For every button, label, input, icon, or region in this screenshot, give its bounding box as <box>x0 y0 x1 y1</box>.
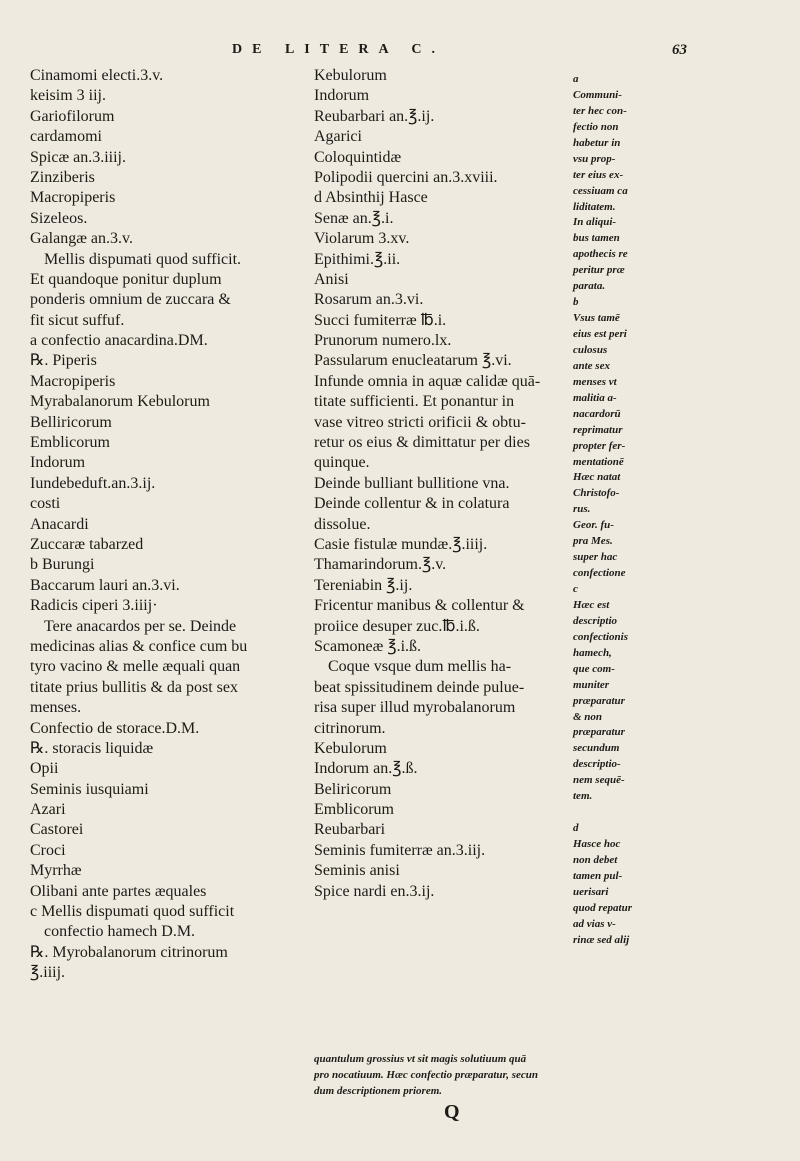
margin-note-line: Geor. fu- <box>573 519 614 532</box>
running-title: DE LITERA C. <box>232 42 445 57</box>
margin-note-line: quod repatur <box>573 901 632 914</box>
margin-note-line: fectio non <box>573 120 619 133</box>
text-line: ℞. storacis liquidæ <box>30 739 154 757</box>
text-line: Macropiperis <box>30 372 116 390</box>
margin-note-line: vsu prop- <box>573 152 616 165</box>
margin-note-line: mentationē <box>573 455 624 468</box>
text-line: dissolue. <box>314 515 371 533</box>
text-line: Violarum 3.xv. <box>314 230 410 248</box>
footnote-line: pro nocatiuum. Hæc confectio præparatur, secun <box>314 1068 538 1081</box>
margin-note-line: eius est peri <box>573 328 627 340</box>
margin-note-line: ter hec con- <box>573 104 627 117</box>
text-line: Seminis fumiterræ an.3.iij. <box>314 841 486 859</box>
text-line: Sizeleos. <box>30 209 88 227</box>
signature-mark: Q <box>444 1101 460 1123</box>
margin-note-line: ter eius ex- <box>573 168 624 181</box>
text-line: Senæ an.℥.i. <box>314 209 394 227</box>
text-line: Scamoneæ ℥.i.ß. <box>314 637 422 655</box>
footnote-line: quantulum grossius vt sit magis solutiuum quā <box>314 1053 527 1065</box>
text-line: Thamarindorum.℥.v. <box>314 556 447 574</box>
margin-note-line: cessiuam ca <box>573 184 628 197</box>
text-line: fit sicut suffuf. <box>30 311 125 329</box>
margin-note-line: c <box>573 583 578 595</box>
text-line: citrinorum. <box>314 719 386 737</box>
text-line: Myrabalanorum Kebulorum <box>30 393 210 411</box>
text-line: c Mellis dispumati quod sufficit <box>30 903 235 921</box>
margin-note-line: descriptio- <box>573 758 621 771</box>
text-line: Confectio de storace.D.M. <box>30 719 200 737</box>
text-line: Polipodii quercini an.3.xviii. <box>314 168 498 186</box>
text-line: ℥.iiij. <box>30 964 66 982</box>
text-line: Deinde bulliant bullitione vna. <box>314 474 510 492</box>
text-line: Fricentur manibus & collentur & <box>314 597 525 615</box>
text-line: Kebulorum <box>314 739 387 757</box>
page-number: 63 <box>672 42 687 58</box>
text-line: Kebulorum <box>314 67 387 84</box>
text-line: costi <box>30 495 61 513</box>
text-line: Deinde collentur & in colatura <box>314 495 510 513</box>
text-line: Iundebeduft.an.3.ij. <box>30 474 156 492</box>
text-line: Belliricorum <box>30 413 112 431</box>
margin-note-line: habetur in <box>573 136 621 149</box>
text-line: Rosarum an.3.vi. <box>314 291 424 309</box>
margin-note-line: parata. <box>573 280 606 293</box>
text-line: Indorum <box>314 87 370 105</box>
margin-note-line: bus tamen <box>573 232 620 245</box>
text-line: d Absinthij Hasce <box>314 189 428 207</box>
margin-note-line: nem sequē- <box>573 774 625 787</box>
margin-note-line: propter fer- <box>573 439 626 452</box>
text-line: confectio hamech D.M. <box>44 923 196 941</box>
margin-note-line: apothecis re <box>573 248 628 261</box>
text-line: Reubarbari an.℥.ij. <box>314 107 435 125</box>
text-line: ℞. Piperis <box>30 352 97 370</box>
text-line: ponderis omnium de zuccara & <box>30 291 231 309</box>
margin-note-line: descriptio <box>573 614 617 627</box>
left-text-column <box>30 66 305 984</box>
text-line: Galangæ an.3.v. <box>30 230 133 248</box>
text-line: Seminis iusquiami <box>30 780 149 798</box>
margin-note-line: nacardorū <box>573 407 621 420</box>
text-line: Anacardi <box>30 515 89 533</box>
text-line: risa super illud myrobalanorum <box>314 699 516 717</box>
margin-note-line: Hasce hoc <box>573 838 621 850</box>
text-line: Spice nardi en.3.ij. <box>314 882 435 900</box>
margin-note-line: super hac <box>573 551 618 564</box>
text-line: quinque. <box>314 454 370 472</box>
text-line: Indorum <box>30 454 86 472</box>
text-line: beat spissitudinem deinde pulue- <box>314 678 525 696</box>
text-line: Olibani ante partes æquales <box>30 882 207 900</box>
footnote-block <box>314 1052 694 1100</box>
margin-note-line: tem. <box>573 790 593 803</box>
margin-note-line: confectione <box>573 567 626 580</box>
text-line: Seminis anisi <box>314 862 400 880</box>
margin-note-line: ad vias v- <box>573 917 616 930</box>
margin-note-line: reprimatur <box>573 423 623 436</box>
text-line: proiice desuper zuc.℔.i.ß. <box>314 617 480 635</box>
text-line: tyro vacino & melle æquali quan <box>30 658 241 676</box>
text-line: titate sufficienti. Et ponantur in <box>314 393 515 411</box>
margin-note-line <box>573 805 693 821</box>
margin-note-line: liditatem. <box>573 200 616 213</box>
margin-note-line: præparatur <box>573 694 625 707</box>
margin-note-line: menses vt <box>573 375 617 388</box>
text-line: Reubarbari <box>314 821 386 839</box>
margin-note-line: peritur præ <box>573 264 625 277</box>
text-line: Beliricorum <box>314 780 392 798</box>
margin-note-line: malitia a- <box>573 391 617 404</box>
text-line: Passularum enucleatarum ℥.vi. <box>314 352 512 370</box>
text-line: Tereniabin ℥.ij. <box>314 576 413 594</box>
text-line: Macropiperis <box>30 189 116 207</box>
text-line: Zinziberis <box>30 168 95 186</box>
text-line: vase vitreo stricti orificii & obtu- <box>314 413 526 431</box>
text-line: Infunde omnia in aquæ calidæ quā- <box>314 372 541 390</box>
margin-note-line: hamech, <box>573 646 612 659</box>
text-line: Agarici <box>314 128 362 146</box>
text-line: Epithimi.℥.ii. <box>314 250 401 268</box>
text-line: Anisi <box>314 270 349 288</box>
text-line: Indorum an.℥.ß. <box>314 760 418 778</box>
text-line: menses. <box>30 699 82 717</box>
margin-note-line: ante sex <box>573 359 610 372</box>
text-line: retur os eius & dimittatur per dies <box>314 434 530 452</box>
margin-note-line: pra Mes. <box>573 535 613 548</box>
text-line: Myrrhæ <box>30 862 82 880</box>
margin-note-line: secundum <box>573 742 620 755</box>
margin-note-line: confectionis <box>573 630 628 643</box>
margin-note-line: rinæ sed alij <box>573 933 630 946</box>
text-line: Croci <box>30 841 66 859</box>
text-line: keisim 3 iij. <box>30 87 106 105</box>
text-line: Prunorum numero.lx. <box>314 332 452 350</box>
text-line: Coque vsque dum mellis ha- <box>328 658 512 676</box>
margin-note-line: a <box>573 73 579 85</box>
margin-note-line: Communi- <box>573 88 622 101</box>
text-line: a confectio anacardina.DM. <box>30 332 208 350</box>
margin-note-line: d <box>573 822 579 835</box>
margin-note-line: non debet <box>573 853 618 866</box>
text-line: titate prius bullitis & da post sex <box>30 678 238 696</box>
margin-note-line: Vsus tamē <box>573 312 620 325</box>
text-line: Gariofilorum <box>30 107 115 125</box>
middle-text-column <box>314 66 564 902</box>
text-line: Succi fumiterræ ℔.i. <box>314 311 447 329</box>
text-line: cardamomi <box>30 128 102 146</box>
text-line: Opii <box>30 760 59 778</box>
text-line: Castorei <box>30 821 84 839</box>
text-line: Baccarum lauri an.3.vi. <box>30 576 180 594</box>
margin-note-line: Christofo- <box>573 487 620 500</box>
text-line: Cinamomi electi.3.v. <box>30 67 164 84</box>
text-line: Tere anacardos per se. Deinde <box>44 617 237 635</box>
text-line: medicinas alias & confice cum bu <box>30 637 248 655</box>
text-line: Casie fistulæ mundæ.℥.iiij. <box>314 535 488 553</box>
margin-note-line: Hæc est <box>573 598 610 611</box>
text-line: Azari <box>30 801 66 819</box>
margin-note-line: b <box>573 296 579 309</box>
margin-notes-column <box>573 72 693 949</box>
text-line: Radicis ciperi 3.iiij· <box>30 597 158 615</box>
running-header <box>0 42 800 64</box>
margin-note-line: culosus <box>573 343 608 356</box>
margin-note-line: & non <box>573 710 603 723</box>
text-line: b Burungi <box>30 556 95 574</box>
margin-note-line: uerisari <box>573 885 609 898</box>
margin-note-line: In aliqui- <box>573 216 617 229</box>
margin-note-line: tamen pul- <box>573 869 623 882</box>
text-line: Zuccaræ tabarzed <box>30 535 144 553</box>
text-line: Emblicorum <box>30 434 110 452</box>
text-line: Spicæ an.3.iiij. <box>30 148 126 166</box>
margin-note-line: muniter <box>573 678 610 691</box>
text-line: Mellis dispumati quod sufficit. <box>44 250 242 268</box>
text-line: Emblicorum <box>314 801 394 819</box>
margin-note-line: præparatur <box>573 726 625 739</box>
text-line: Et quandoque ponitur duplum <box>30 270 222 288</box>
footnote-line: dum descriptionem priorem. <box>314 1084 443 1097</box>
margin-note-line: Hæc natat <box>573 471 621 484</box>
margin-note-line: rus. <box>573 503 591 516</box>
text-line: ℞. Myrobalanorum citrinorum <box>30 943 228 961</box>
margin-note-line: que com- <box>573 662 615 675</box>
text-line: Coloquintidæ <box>314 148 402 166</box>
